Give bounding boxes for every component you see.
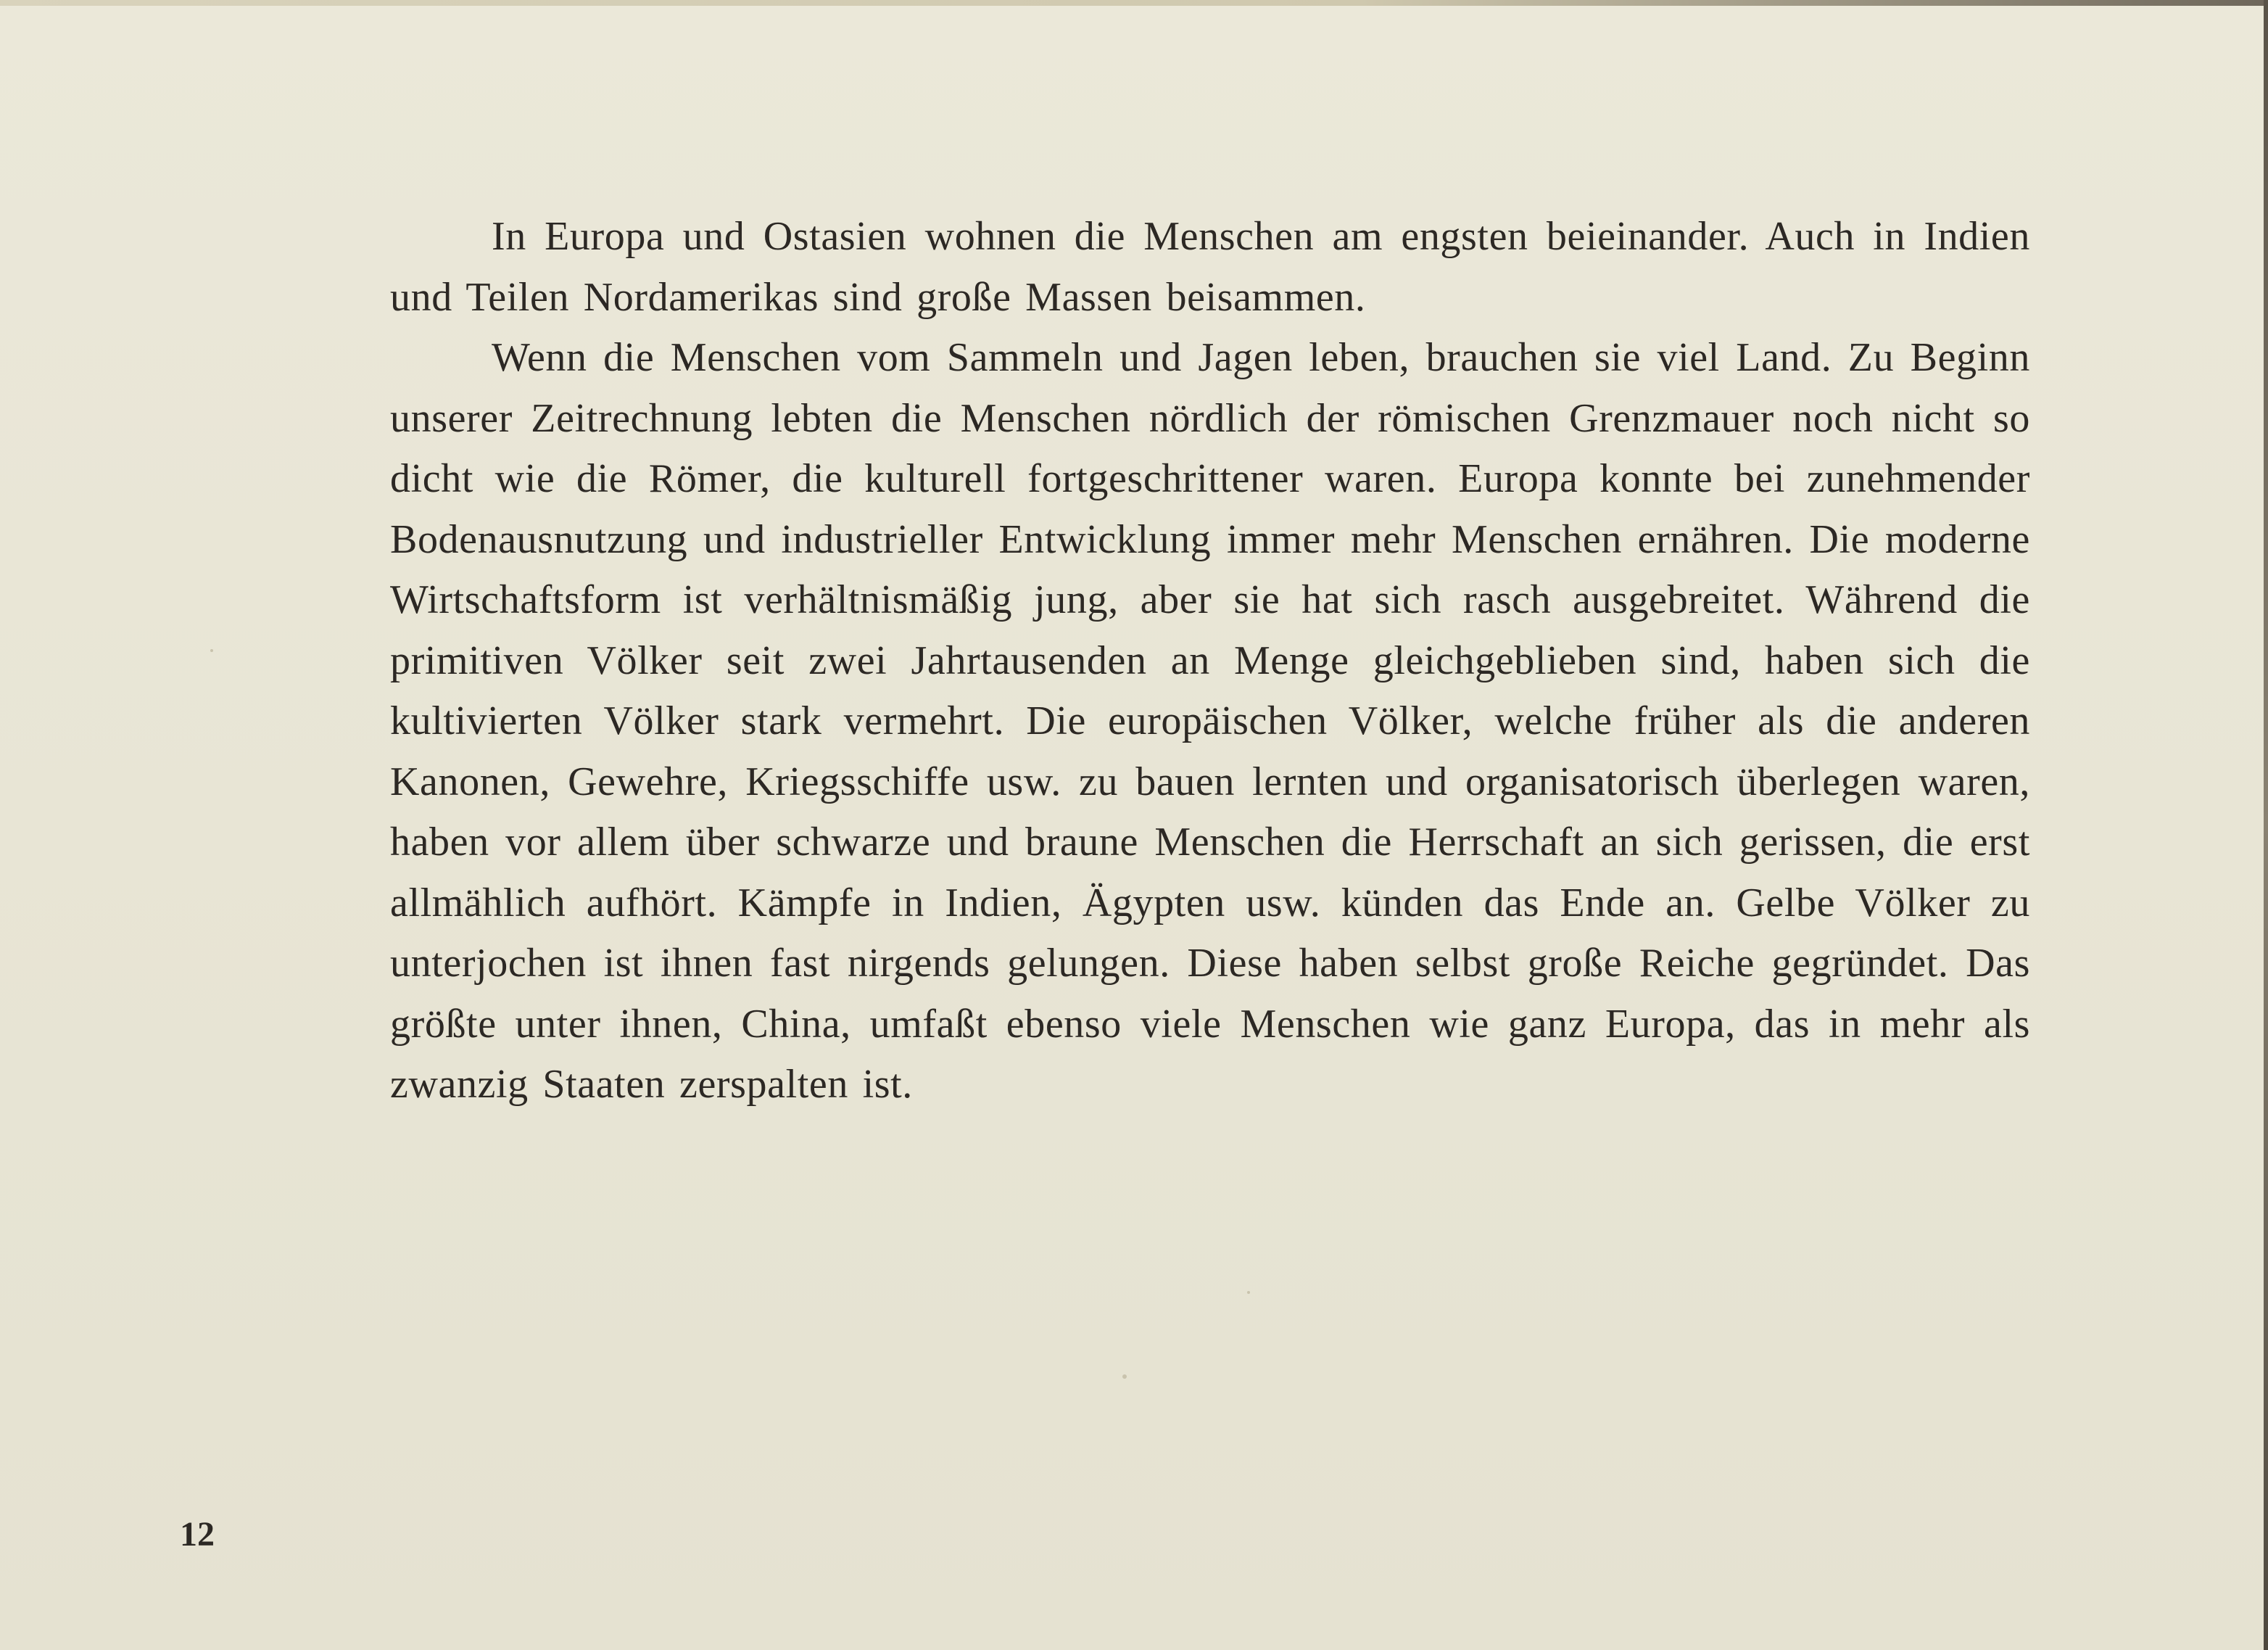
paragraph-1: In Europa und Ostasien wohnen die Menschen am engsten beieinander. Auch in Indien und Teilen Nordamerikas sind große Massen beisammen.	[390, 214, 2030, 320]
page-number: 12	[180, 1515, 215, 1554]
body-text	[390, 207, 2030, 1115]
paragraph-2: Wenn die Menschen vom Sammeln und Jagen leben, brauchen sie viel Land. Zu Beginn unserer Zeitrechnung lebten die Menschen nördlich der römischen Grenzmauer noch nicht so dicht wie die Römer, die kulturell fortgeschrittener waren. Europa konnte bei zunehmender Bodenausnutzung und industrieller Entwicklung immer mehr Menschen ernähren. Die moderne Wirtschaftsform ist verhältnismäßig jung, aber sie hat sich rasch ausgebreitet. Während die primitiven Völker seit zwei Jahrtausenden an Menge gleichgeblieben sind, haben sich die kultivierten Völker stark vermehrt. Die europäischen Völker, welche früher als die anderen Kanonen, Gewehre, Kriegsschiffe usw. zu bauen lernten und organisatorisch überlegen waren, haben vor allem über schwarze und braune Menschen die Herrschaft an sich gerissen, die erst allmählich aufhört. Kämpfe in Indien, Ägypten usw. künden das Ende an. Gelbe Völker zu unterjochen ist ihnen fast nirgends gelungen. Diese haben selbst große Reiche gegründet. Das größte unter ihnen, China, umfaßt ebenso viele Menschen wie ganz Europa, das in mehr als zwanzig Staaten zerspalten ist.	[390, 335, 2030, 1107]
page-top-edge	[0, 0, 2268, 6]
paper-speck	[210, 649, 213, 652]
paper-speck	[1247, 1291, 1250, 1294]
page-right-edge	[2264, 0, 2268, 1650]
paper-speck	[1122, 1374, 1127, 1379]
